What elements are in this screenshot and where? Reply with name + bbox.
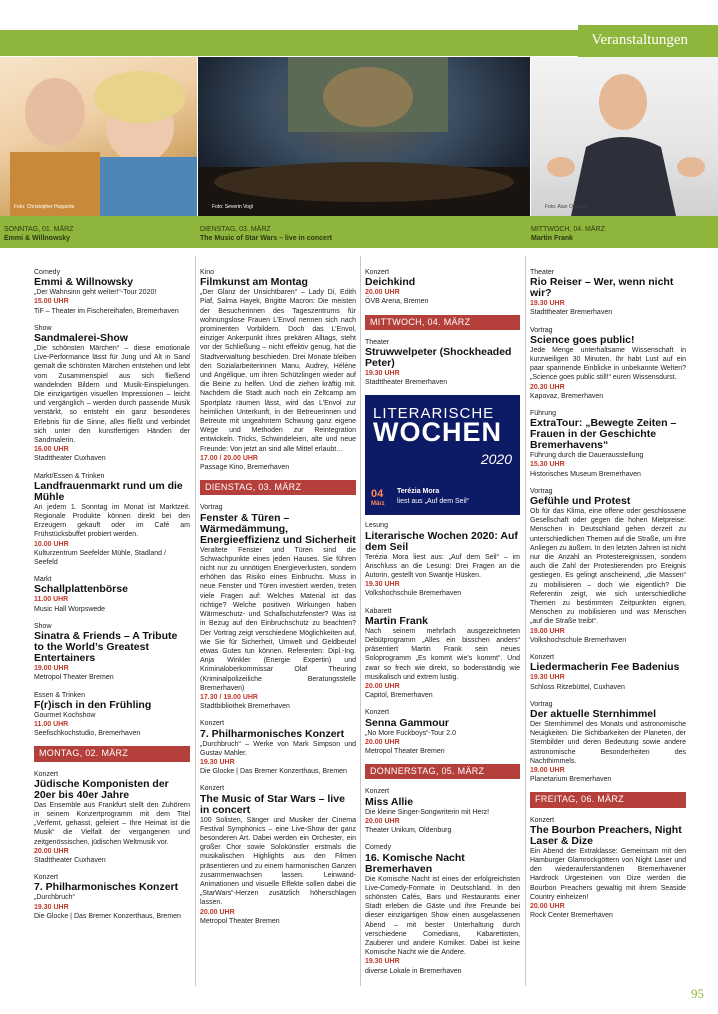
event-description: Ob für das Klima, eine offene oder geschlossene Gesellschaft oder gegen die hohen Mietpreise: Menschen in Deutschland gehen derzeit zu unterschiedlichen Themen auf die Straße, um ihre Anliegen zu äußern. In den letzten Jahren ist nicht nur die Anzahl an Protestereignissen, sondern auch die Zahl der Protestierenden pro Ereignis gestiegen. Es gelingt anscheinend, „die Massen“ zu mobilisieren – doch wie eigentlich? Die Referentin zeigt, wie sich unterschiedliche Themen zu bestimmten Zeitpunkten eignen, Menschen zu mobilisieren und was Menschen „auf die Straße treibt“. xyxy=(530,508,686,626)
event-title: Miss Allie xyxy=(365,795,414,808)
event-martin-frank xyxy=(365,607,520,701)
event-time: 19.30 UHR xyxy=(365,370,400,378)
event-struwwelpeter xyxy=(365,338,520,388)
event-venue: Music Hall Worpswede xyxy=(34,605,106,613)
event-venue: Theater Unikum, Oldenburg xyxy=(365,827,452,835)
banner-day: 04 xyxy=(371,488,384,501)
banner-month: März xyxy=(371,501,385,508)
event-venue: Volkshochschule Bremerhaven xyxy=(365,590,462,598)
column-divider xyxy=(195,256,196,986)
section-title: Veranstaltungen xyxy=(591,32,688,48)
banner-line-2: WOCHEN xyxy=(373,417,502,448)
event-sternhimmel xyxy=(530,700,686,785)
event-category: Show xyxy=(34,324,52,332)
page-number: 95 xyxy=(691,986,704,1001)
event-description: Terézia Mora liest aus: „Auf dem Seil“ – im Anschluss an die Lesung: Drei Fragen an die Autorin, gestellt von Swantje Hüsken. xyxy=(365,553,520,580)
event-description: Veraltete Fenster und Türen sind die Schwachpunkte eines jeden Hauses. Sie führen nicht nur zu unnötigen Energieverlusten, sondern erhöhen das Risiko eines Einbruchs. Muss in neue Fenster und Türen investiert werden, treten viele Fragen auf: Welches Material ist das richtige? Welche positiven Wirkungen haben Wärmeschutz- und Schallschutzfenster? Was ist in Bezug auf den Einbruchschutz zu beachten? Der Vortrag zeigt verschiedene Möglichkeiten auf, wie Sie für Sicherheit, Umwelt und Geldbeutel etwas Gutes tun können. Referenten: Dipl.-Ing. Anja Winkler (Energie Expertin) und Kriminaloberkommissar Olaf Theuring (Kriminalpolizeiliche Beratungsstelle Bremerhaven) xyxy=(200,546,356,692)
event-time: 19.00 UHR xyxy=(34,665,69,673)
event-description: „Der Wahnsinn geht weiter!“-Tour 2020! xyxy=(34,289,157,297)
event-category: Vortrag xyxy=(530,700,553,708)
event-time: 20.00 UHR xyxy=(365,683,400,691)
event-description: Ein Abend der Extraklasse: Gemeinsam mit den Hamburger Glamrockgöttern von Night Laser und den wiederauferstandenen Bremerhavener Hardrock Urgesteinen von Dize werden die Bourbon Preachers gewaltig mit ihrem Seaside Country einheizen! xyxy=(530,847,686,901)
event-venue: Metropol Theater Bremen xyxy=(365,748,445,756)
event-venue: Stadttheater Cuxhaven xyxy=(34,455,106,463)
photo-illustration xyxy=(198,57,530,216)
caption-3 xyxy=(531,225,711,243)
event-category: Essen & Trinken xyxy=(34,691,85,699)
event-venue: Die Glocke | Das Bremer Konzerthaus, Bremen xyxy=(34,912,181,920)
event-time: 19.30 UHR xyxy=(530,300,565,308)
event-sandmalerei xyxy=(34,324,190,464)
day-header-monday: MONTAG, 02. MÄRZ xyxy=(34,746,190,761)
event-venue: Passage Kino, Bremerhaven xyxy=(200,464,290,472)
event-description: Jede Menge unterhaltsame Wissenschaft in kurzweiligen 30 Minuten. Ihr habt Lust auf ein paar spannende Einblicke in unbekannte Welten? „Science goes public still!“ euren Wissensdurst. xyxy=(530,346,686,382)
caption-title: Martin Frank xyxy=(531,235,574,242)
event-description: Die Komische Nacht ist eines der erfolgreichsten Live-Comedy-Formate in Deutschland. In den schönsten Cafés, Bars und Restaurants einer Stadt erleben die Gäste und ihre Freunde bei dieser einzigartigen Show einen ausgelassenen Abend – mit bester Unterhaltung durch verschiedene Comedians, Kabarettisten, Zauberer und andere Komiker. Dabei ist keine Komische Nacht wie die Andere. xyxy=(365,875,520,957)
event-time: 20.00 UHR xyxy=(200,908,235,916)
day-header-friday: FREITAG, 06. MÄRZ xyxy=(530,792,686,807)
event-time: 20.00 UHR xyxy=(530,902,565,910)
event-description: „Durchbruch“ xyxy=(34,894,75,902)
event-venue: Stadttheater Cuxhaven xyxy=(34,856,106,864)
event-title: Struwwelpeter (Shockheaded Peter) xyxy=(365,346,512,370)
event-description: Das Ensemble aus Frankfurt stellt den Zuhörern in seinem Konzertprogramm mit dem Titel „Verfemt, gehasst, gefeiert – Ihre Heimat ist die Musik“ die Vielfalt der vergangenen und zeitgenössischen, jüdischen Weltmusik vor. xyxy=(34,801,190,846)
event-time: 20.30 UHR xyxy=(530,383,565,391)
event-time: 19.30 UHR xyxy=(34,903,69,911)
caption-bar xyxy=(0,216,718,248)
event-time: 20.00 UHR xyxy=(365,289,400,297)
event-frisch-fruehling xyxy=(34,691,190,739)
event-time: 19.30 UHR xyxy=(530,674,565,682)
event-title: Emmi & Willnowsky xyxy=(34,276,134,289)
event-venue: Kulturzentrum Seefelder Mühle, Stadland / Seefeld xyxy=(34,549,166,567)
event-category: Markt/Essen & Trinken xyxy=(34,472,105,480)
event-philharmonisches-konzert-2 xyxy=(200,719,356,776)
event-juedische-komponisten xyxy=(34,770,190,866)
photo-star-wars-concert xyxy=(198,57,530,216)
event-venue: Capitol, Bremerhaven xyxy=(365,692,433,700)
event-category: Kino xyxy=(200,269,215,276)
event-category: Lesung xyxy=(365,522,388,530)
literarische-wochen-banner xyxy=(365,395,520,515)
event-star-wars xyxy=(200,784,356,926)
event-emmi-willnowsky xyxy=(34,268,190,316)
event-title: Jüdische Komponisten der 20er bis 40er Jahre xyxy=(34,777,169,801)
event-time: 19.30 UHR xyxy=(365,958,400,966)
event-time: 20.00 UHR xyxy=(365,817,400,825)
header-bar xyxy=(0,0,718,57)
event-sinatra xyxy=(34,622,190,683)
event-description: „No More Fuckboys“-Tour 2.0 xyxy=(365,729,457,737)
caption-title: Emmi & Willnowsky xyxy=(4,235,71,242)
event-fenster-tueren xyxy=(200,503,356,711)
event-title: Liedermacherin Fee Badenius xyxy=(530,661,680,674)
event-description: Nach seinem mehrfach ausgezeichneten Debütprogramm „Alles ein bisschen anders“ präsentiert Martin Frank sein neues Soloprogramm „Es kommt wie’s kommt“. Und zwar so frech wie direkt, so bodenständig wie musikalisch und extrem lustig. xyxy=(365,627,520,681)
event-title: Science goes public! xyxy=(530,333,635,346)
event-title: The Bourbon Preachers, Night Laser & Dize xyxy=(530,823,682,847)
event-venue: Planetarium Bremerhaven xyxy=(530,776,612,784)
event-miss-allie xyxy=(365,787,520,835)
column-divider xyxy=(360,256,361,986)
caption-date: MITTWOCH, 04. MÄRZ xyxy=(531,226,605,233)
event-time: 19.30 UHR xyxy=(365,581,400,589)
event-title: ExtraTour: „Bewegte Zeiten – Frauen in der Geschichte Bremerhavens“ xyxy=(530,417,677,452)
event-title: Rio Reiser – Wer, wenn nicht wir? xyxy=(530,276,674,300)
event-time: 17.00 / 20.00 UHR xyxy=(200,454,258,462)
event-science-goes-public xyxy=(530,326,686,401)
photo-illustration xyxy=(531,57,718,216)
photo-strip xyxy=(0,57,718,216)
event-category: Theater xyxy=(365,338,390,346)
event-literarische-wochen xyxy=(365,521,520,598)
event-time: 16.00 UHR xyxy=(34,446,69,454)
banner-line-1: LITERARISCHE xyxy=(373,405,495,423)
event-category: Konzert xyxy=(530,816,555,824)
event-title: Deichkind xyxy=(365,276,416,289)
event-title: Sandmalerei-Show xyxy=(34,332,128,345)
column-4 xyxy=(530,268,686,928)
day-header-thursday: DONNERSTAG, 05. MÄRZ xyxy=(365,764,520,779)
event-time: 11.00 UHR xyxy=(34,720,69,728)
event-title: Senna Gammour xyxy=(365,716,450,729)
event-venue: TiF – Theater im Fischereihafen, Bremerhaven xyxy=(34,307,179,315)
event-time: 20.00 UHR xyxy=(365,738,400,746)
event-filmkunst xyxy=(200,268,356,472)
event-category: Comedy xyxy=(365,844,392,852)
event-komische-nacht xyxy=(365,843,520,975)
event-title: F(r)isch in den Frühling xyxy=(34,698,152,711)
event-title: Literarische Wochen 2020: Auf dem Seil xyxy=(365,529,518,553)
event-venue: Seefischkochstudio, Bremerhaven xyxy=(34,730,141,738)
event-time: 19.00 UHR xyxy=(530,627,565,635)
event-venue: Rock Center Bremerhaven xyxy=(530,912,613,920)
event-time: 15.30 UHR xyxy=(530,461,565,469)
event-time: 20.00 UHR xyxy=(34,847,69,855)
event-description: Führung durch die Dauerausstellung xyxy=(530,452,644,460)
banner-person-name: Terézia Mora xyxy=(397,488,440,496)
event-deichkind xyxy=(365,268,520,307)
event-title: 16. Komische Nacht Bremerhaven xyxy=(365,851,465,875)
photo-credit: Foto: Severin Vogl xyxy=(212,204,253,210)
photo-martin-frank xyxy=(531,57,718,216)
event-category: Konzert xyxy=(34,770,59,778)
event-title: 7. Philharmonisches Konzert xyxy=(200,727,345,740)
event-time: 10.00 UHR xyxy=(34,540,69,548)
event-venue: diverse Lokale in Bremerhaven xyxy=(365,967,462,975)
event-bourbon-preachers xyxy=(530,816,686,921)
event-time: 17.30 / 19.00 UHR xyxy=(200,693,258,701)
event-category: Konzert xyxy=(365,788,390,796)
event-venue: Metropol Theater Bremen xyxy=(34,674,114,682)
event-category: Markt xyxy=(34,576,52,584)
event-title: Der aktuelle Sternhimmel xyxy=(530,707,657,720)
event-title: 7. Philharmonisches Konzert xyxy=(34,881,179,894)
banner-year: 2020 xyxy=(480,451,512,468)
caption-1 xyxy=(4,225,194,243)
event-senna-gammour xyxy=(365,708,520,756)
event-venue: Metropol Theater Bremen xyxy=(200,917,280,925)
event-title: Gefühle und Protest xyxy=(530,495,631,508)
event-time: 19.00 UHR xyxy=(530,766,565,774)
event-extratour xyxy=(530,409,686,479)
event-category: Kabarett xyxy=(365,607,392,615)
event-venue: Stadttheater Bremerhaven xyxy=(365,379,448,387)
event-category: Konzert xyxy=(200,720,225,728)
event-category: Vortrag xyxy=(530,487,553,495)
event-description: 100 Solisten, Sänger und Musiker der Cinema Festival Symphonics – eine Live-Show der ganz besonderen Art. Dabei werden ein Orchester, ein großer Chor sowie Solokünstler erstmals die musikalischen Highlights aus den Filmen präsentieren und zu einem harmonischen Ganzen zusammenwachsen lassen. Leinwand-Animationen und visuelle Effekte sollen dabei die „StarWars“-Herzen zusätzlich höherschlagen lassen. xyxy=(200,816,356,907)
photo-illustration xyxy=(0,57,197,216)
event-schallplattenboerse xyxy=(34,575,190,614)
day-header-wednesday: MITTWOCH, 04. MÄRZ xyxy=(365,315,520,330)
event-description: Gourmet Kochshow xyxy=(34,711,96,719)
event-description: Der Sternhimmel des Monats und astronomische Neuigkeiten. Die Sichtbarkeiten der Planeten, der Sternbilder und deren Bedeutung sowie andere astronomische Besonderheiten des Nachthimmels. xyxy=(530,720,686,765)
event-description: „Durchbruch“ – Werke von Mark Simpson und Gustav Mahler. xyxy=(200,740,356,757)
event-description: Die kleine Singer-Songwriterin mit Herz! xyxy=(365,808,490,816)
event-title: Filmkunst am Montag xyxy=(200,276,308,289)
banner-person xyxy=(397,487,469,505)
event-venue: Die Glocke | Das Bremer Konzerthaus, Bremen xyxy=(200,768,347,776)
event-fee-badenius xyxy=(530,653,686,692)
event-philharmonisches-konzert xyxy=(34,873,190,921)
event-title: Martin Frank xyxy=(365,614,429,627)
event-venue: Schloss Ritzebüttel, Cuxhaven xyxy=(530,683,625,691)
event-venue: Kapovaz, Bremerhaven xyxy=(530,392,604,400)
event-venue: Historisches Museum Bremerhaven xyxy=(530,470,641,478)
column-1 xyxy=(34,268,190,929)
event-category: Vortrag xyxy=(530,326,553,334)
photo-credit: Foto: Christopher Hupperts xyxy=(14,204,75,210)
caption-title: The Music of Star Wars – live in concert xyxy=(200,235,332,242)
event-title: Sinatra & Friends – A Tribute to the World’s Greatest Entertainers xyxy=(34,630,178,665)
banner-person-desc: liest aus „Auf dem Seil“ xyxy=(397,497,469,505)
photo-credit: Foto: Alan Ovaska xyxy=(545,204,586,210)
event-category: Vortrag xyxy=(200,504,223,512)
event-category: Show xyxy=(34,622,52,630)
event-rio-reiser xyxy=(530,268,686,318)
banner-date xyxy=(371,489,385,509)
photo-emmi-willnowsky xyxy=(0,57,197,216)
event-gefuehle-protest xyxy=(530,487,686,645)
event-description: „Der Glanz der Unsichtbaren“ – Lady Di, Edith Piaf, Salma Hayek, Brigitte Macron: Die meisten der Besucherinnen des Tageszentrums für wohnungslose Frauen L’Envol nennen sich nach prominenten Vorbildern. Doch das L’Envol, einziger Ankerpunkt ihres prekären Alltags, steht vor der Schließung – nicht effektiv genug, hat die Stadtverwaltung beschieden. Drei Monate bleiben den Sozialarbeiterinnen Manu, Audrey, Hélène und Angélique, um ihren Schützlingen wieder auf die Beine zu helfen. Und die ziehen kräftig mit. Nachdem die Stadt auch noch ein Zeltcamp am Sportplatz räumen lässt, wird das L’Envol zur heimlichen Unterkunft, in der Betreuerinnen und Betreute mit ungeahntem Schwung ganz eigene Wege und Methoden zur Reintegration entwickeln. Tricks, Schwindeleien, alte und neue Freunde: Von jetzt an sind alle Mittel erlaubt… xyxy=(200,289,356,453)
event-category: Comedy xyxy=(34,269,61,276)
day-header-tuesday: DIENSTAG, 03. MÄRZ xyxy=(200,480,356,495)
event-category: Konzert xyxy=(365,269,390,276)
event-title: The Music of Star Wars – live in concert xyxy=(200,792,345,816)
event-venue: Stadttheater Bremerhaven xyxy=(530,309,613,317)
caption-date: SONNTAG, 01. MÄRZ xyxy=(4,226,74,233)
event-time: 19.30 UHR xyxy=(200,758,235,766)
event-description: „Die schönsten Märchen“ – diese emotionale Live-Performance lässt für Jung und Alt in Sand gemalt die schönsten Märchen entstehen und lebt vom Zusammenspiel aus sich fließend wandelnden Bildern und Musik-Einspielungen. Die einzigartigen visuellen Impressionen – leicht und vergänglich – werden durch passende Musik verstärkt, so entsteht ein ganz besonderes Erlebnis für die Sinne, alles fließt und verbindet sich unter den kunstfertigen Händen der Sandmalerin. xyxy=(34,345,190,445)
event-category: Konzert xyxy=(530,654,555,662)
caption-2 xyxy=(200,225,520,243)
event-category: Theater xyxy=(530,269,555,276)
column-3 xyxy=(365,268,520,984)
event-description: An jedem 1. Sonntag im Monat ist Marktzeit. Regionale Produkte können direkt bei den Erzeugern gekauft oder im Café am Frühstücksbuffet probiert werden. xyxy=(34,503,190,539)
event-time: 15.00 UHR xyxy=(34,298,69,306)
column-divider xyxy=(525,256,526,986)
event-landfrauenmarkt xyxy=(34,472,190,568)
column-2 xyxy=(200,268,356,934)
event-title: Landfrauenmarkt rund um die Mühle xyxy=(34,479,183,503)
event-title: Fenster & Türen – Wärmedämmung, Energieeffizienz und Sicherheit xyxy=(200,511,356,546)
caption-date: DIENSTAG, 03. MÄRZ xyxy=(200,226,271,233)
event-category: Konzert xyxy=(365,709,390,717)
event-title: Schallplattenbörse xyxy=(34,583,128,596)
event-category: Führung xyxy=(530,410,557,418)
event-venue: Stadtbibliothek Bremerhaven xyxy=(200,703,290,711)
event-category: Konzert xyxy=(200,785,225,793)
event-time: 11.00 UHR xyxy=(34,596,69,604)
event-category: Konzert xyxy=(34,874,59,882)
event-venue: ÖVB Arena, Bremen xyxy=(365,298,429,306)
event-venue: Volkshochschule Bremerhaven xyxy=(530,636,627,644)
